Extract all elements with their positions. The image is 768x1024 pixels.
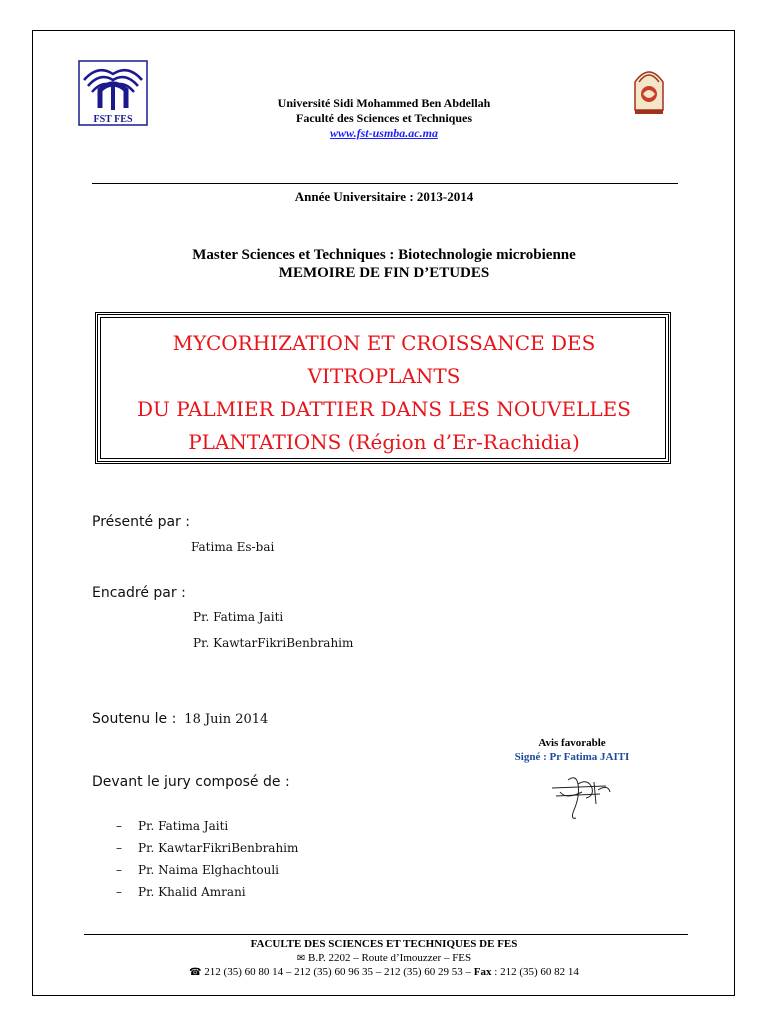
list-item [116, 840, 298, 862]
memoire-title: MEMOIRE DE FIN D’ETUDES [278, 265, 490, 281]
thesis-title [104, 327, 664, 459]
defense-date: 18 Juin 2014 [184, 712, 269, 727]
list-dash: – [116, 841, 122, 855]
footer-address-text: B.P. 2202 – Route d’Imouzzer – FES [307, 952, 472, 964]
phone-numbers: 212 (35) 60 80 14 – 212 (35) 60 96 35 – 212 (35) 60 29 53 – [204, 966, 472, 978]
academic-year: Année Universitaire : 2013-2014 [294, 189, 474, 204]
jury-member: Pr. KawtarFikriBenbrahim [138, 841, 299, 855]
footer-address [100, 952, 668, 964]
website-link[interactable]: www.fst-usmba.ac.ma [330, 126, 438, 140]
thesis-title-line1: MYCORHIZATION ET CROISSANCE DES VITROPLANTS [172, 331, 596, 388]
approval-status: Avis favorable [538, 737, 606, 749]
list-item [116, 862, 298, 884]
faculty-name: Faculté des Sciences et Techniques [296, 111, 472, 125]
footer-phones [100, 966, 668, 978]
university-name: Université Sidi Mohammed Ben Abdellah [277, 96, 491, 110]
thesis-title-line3: PLANTATIONS (Région d’Er-Rachidia) [188, 430, 580, 454]
supervisor-name: Pr. KawtarFikriBenbrahim [193, 636, 354, 650]
list-dash: – [116, 863, 122, 877]
defended-label: Soutenu le : [92, 711, 177, 727]
master-title: Master Sciences et Techniques : Biotechnologie microbienne [192, 247, 576, 263]
list-item [116, 884, 298, 906]
fst-fes-logo [78, 60, 148, 126]
list-dash: – [116, 819, 122, 833]
handwritten-signature [548, 770, 614, 822]
fax-number: : 212 (35) 60 82 14 [494, 966, 579, 978]
jury-list [116, 818, 298, 906]
student-name: Fatima Es-bai [191, 540, 275, 554]
jury-member: Pr. Fatima Jaiti [138, 819, 229, 833]
list-dash: – [116, 885, 122, 899]
university-emblem [631, 62, 667, 116]
supervised-by-label: Encadré par : [92, 585, 186, 601]
jury-member: Pr. Khalid Amrani [138, 885, 246, 899]
jury-member: Pr. Naima Elghachtouli [138, 863, 280, 877]
telephone-icon: ☎ [189, 967, 202, 978]
jury-label: Devant le jury composé de : [92, 774, 290, 790]
supervisor-name: Pr. Fatima Jaiti [193, 610, 284, 624]
footer-divider [84, 934, 688, 935]
approval-signer: Signé : Pr Fatima JAITI [514, 751, 630, 763]
header-divider [92, 183, 678, 184]
program-block [100, 246, 668, 282]
thesis-title-line2: DU PALMIER DATTIER DANS LES NOUVELLES [137, 397, 631, 421]
fax-label: Fax [473, 966, 492, 978]
defense-date-line [92, 710, 268, 728]
list-item [116, 818, 298, 840]
presented-by-label: Présenté par : [92, 514, 190, 530]
logo-caption: FST FES [93, 114, 133, 125]
footer-title: FACULTE DES SCIENCES ET TECHNIQUES DE FES [250, 938, 518, 950]
mailbox-icon: ✉ [296, 953, 306, 964]
